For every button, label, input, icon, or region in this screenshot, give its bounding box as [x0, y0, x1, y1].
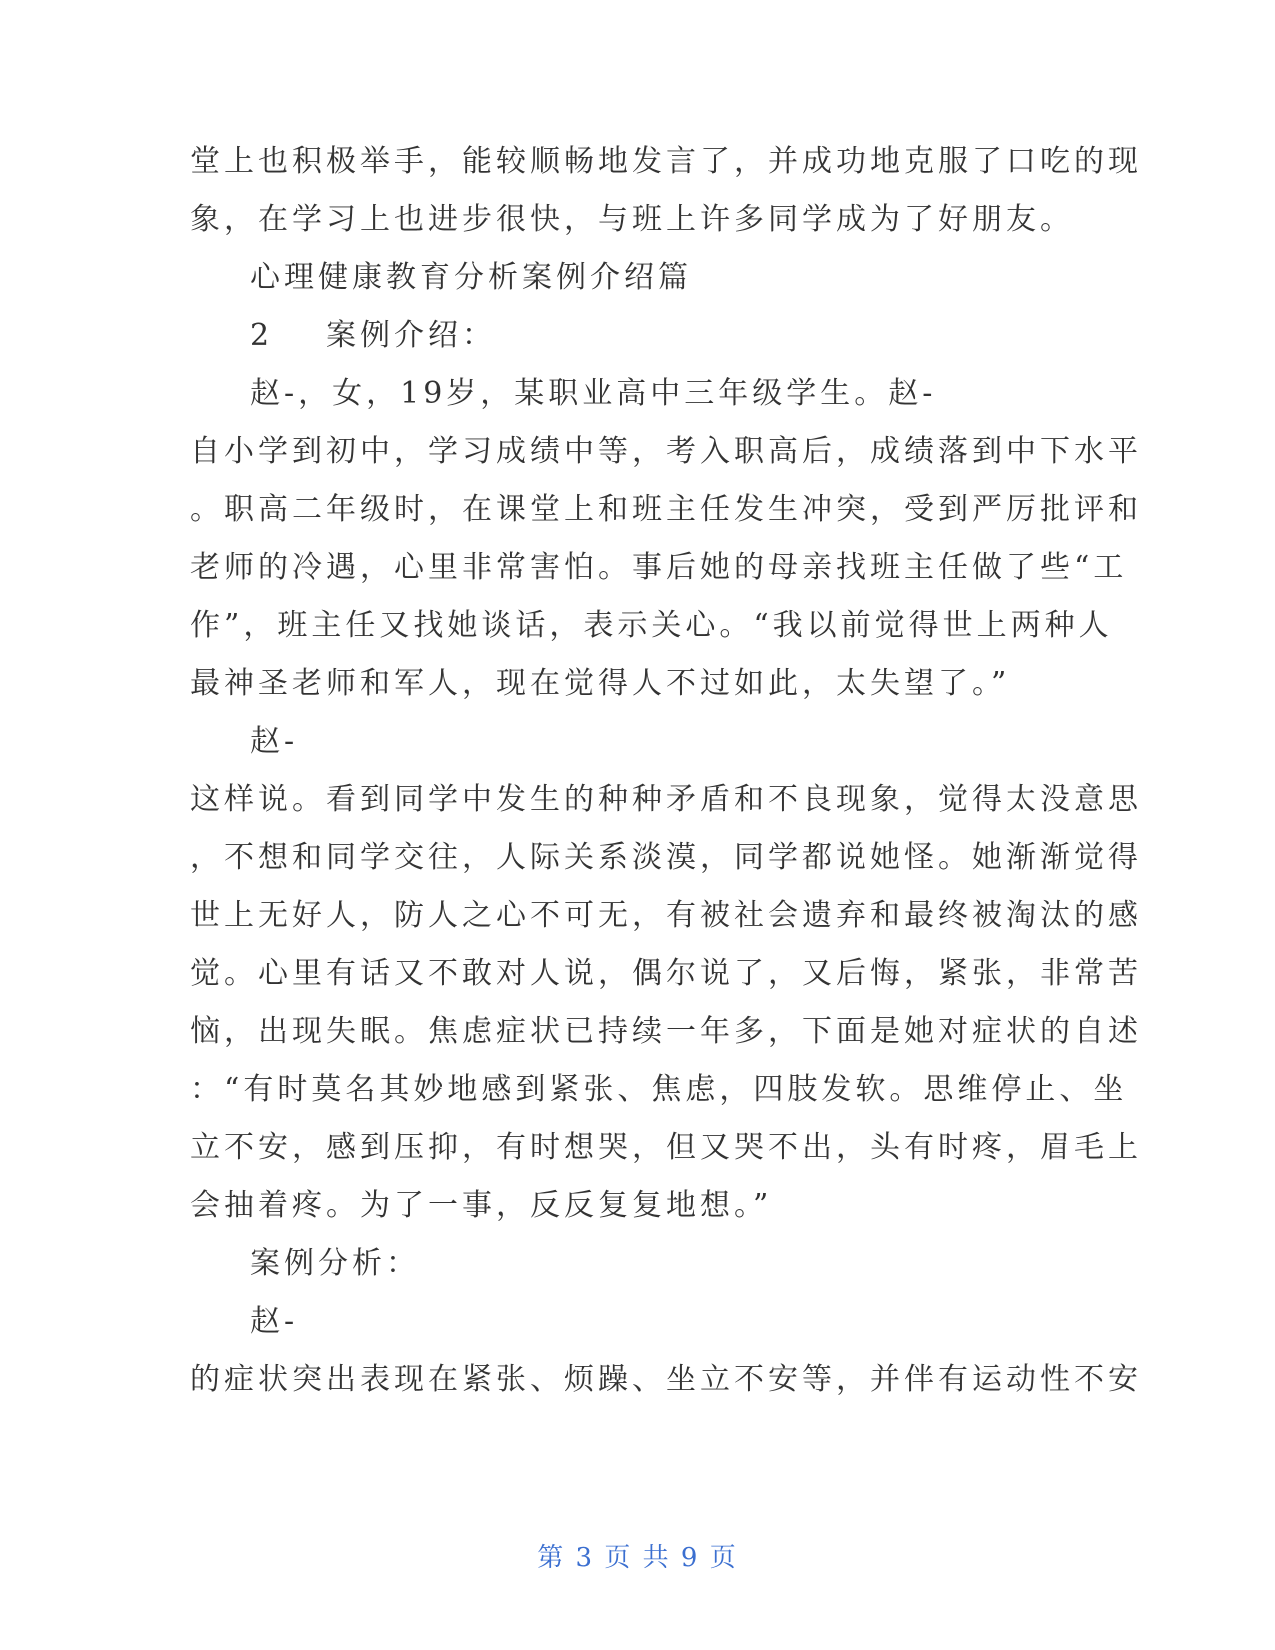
text-line: ：“有时莫名其妙地感到紧张、焦虑，四肢发软。思维停止、坐 — [190, 1072, 1128, 1107]
case-analysis-heading: 案例分析： — [250, 1246, 420, 1281]
text-line: 赵-，女，19岁，某职业高中三年级学生。赵- — [250, 376, 937, 411]
text-line: 自小学到初中，学习成绩中等，考入职高后，成绩落到中下水平 — [190, 434, 1142, 469]
text-line: 最神圣老师和军人，现在觉得人不过如此，太失望了。” — [190, 666, 1011, 701]
page-number-footer: 第 3 页 共 9 页 — [537, 1543, 738, 1573]
case-intro-heading — [250, 316, 1130, 356]
text-line: 立不安，感到压抑，有时想哭，但又哭不出，头有时疼，眉毛上 — [190, 1130, 1142, 1165]
case-intro-label: 案例介绍： — [326, 318, 496, 353]
text-line: 象，在学习上也进步很快，与班上许多同学成为了好朋友。 — [190, 202, 1074, 237]
text-line: ，不想和同学交往，人际关系淡漠，同学都说她怪。她渐渐觉得 — [190, 840, 1142, 875]
text-line: 。职高二年级时，在课堂上和班主任发生冲突，受到严厉批评和 — [190, 492, 1142, 527]
section-title: 心理健康教育分析案例介绍篇 — [250, 260, 692, 295]
text-line: 世上无好人，防人之心不可无，有被社会遗弃和最终被淘汰的感 — [190, 898, 1142, 933]
text-line: 恼，出现失眠。焦虑症状已持续一年多，下面是她对症状的自述 — [190, 1014, 1142, 1049]
text-line: 老师的冷遇，心里非常害怕。事后她的母亲找班主任做了些“工 — [190, 550, 1128, 585]
text-line: 觉。心里有话又不敢对人说，偶尔说了，又后悔，紧张，非常苦 — [190, 956, 1142, 991]
text-line: 作”，班主任又找她谈话，表示关心。“我以前觉得世上两种人 — [190, 608, 1113, 643]
text-line: 这样说。看到同学中发生的种种矛盾和不良现象，觉得太没意思 — [190, 782, 1142, 817]
text-line: 赵- — [250, 724, 299, 759]
text-line: 的症状突出表现在紧张、烦躁、坐立不安等，并伴有运动性不安 — [190, 1362, 1142, 1397]
text-line: 堂上也积极举手，能较顺畅地发言了，并成功地克服了口吃的现 — [190, 144, 1142, 179]
case-number: 2 — [250, 318, 270, 353]
text-line: 会抽着疼。为了一事，反反复复地想。” — [190, 1188, 773, 1223]
text-line: 赵- — [250, 1304, 299, 1339]
